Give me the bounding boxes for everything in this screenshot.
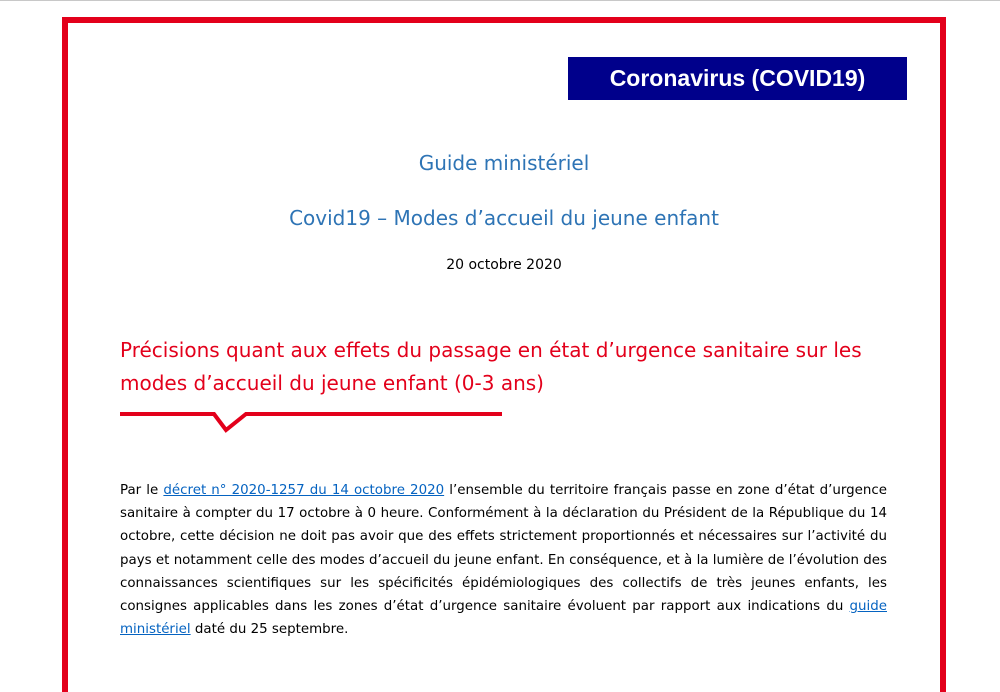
intro-text-start: Par le: [120, 483, 164, 498]
document-date: 20 octobre 2020: [446, 257, 562, 273]
callout-line: [120, 414, 502, 430]
window-top-border: [0, 0, 1000, 1]
intro-paragraph: [120, 479, 887, 641]
intro-text-middle: l’ensemble du territoire français passe en zone d’état d’urgence sanitaire à compter du 17 octobre à 0 heure. Conformément à la déclaration du Président de la République du 14 octobre, cette décision ne doit pas avoir que des effets strictement proportionnés et nécessaires sur l’activité du pays et notamment celle des modes d’accueil du jeune enfant. En conséquence, et à la lumière de l’évolution des connaissances scientifiques sur les spécificités épidémiologiques des collectifs de très jeunes enfants, les consignes applicables dans les zones d’état d’urgence sanitaire évoluent par rapport aux indications du: [120, 483, 888, 615]
intro-text-end: daté du 25 septembre.: [190, 622, 349, 638]
covid-banner: Coronavirus (COVID19): [568, 57, 907, 100]
section-heading: Précisions quant aux effets du passage en état d’urgence sanitaire sur les modes d’accueil du jeune enfant (0-3 ans): [120, 338, 862, 395]
guide-title: Guide ministériel: [418, 151, 590, 175]
guide-subtitle: Covid19 – Modes d’accueil du jeune enfant: [289, 206, 719, 230]
heading-underline-callout: [118, 408, 504, 438]
guide-link[interactable]: guide ministériel: [120, 599, 887, 638]
decree-link[interactable]: décret n° 2020-1257 du 14 octobre 2020: [163, 483, 445, 498]
